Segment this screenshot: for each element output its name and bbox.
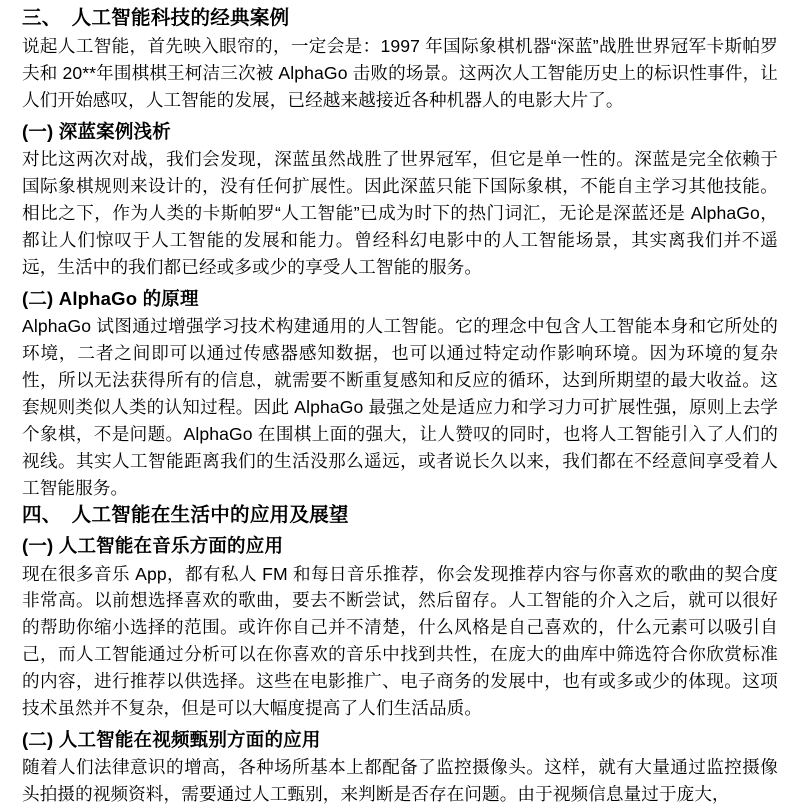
heading-section-four: 四、 人工智能在生活中的应用及展望 [22, 503, 349, 526]
heading-deep-blue-case: (一) 深蓝案例浅析 [22, 121, 171, 143]
paragraph-deep-blue: 对比这两次对战，我们会发现，深蓝虽然战胜了世界冠军，但它是单一性的。深蓝是完全依赖于国际象棋规则来设计的，没有任何扩展性。因此深蓝只能下国际象棋，不能自主学习其他技能。相比之下，作为人类的卡斯帕罗“人工智能”已成为时下的热门词汇，无论是深蓝还是 AlphaGo，都让人们惊叹于人工智能的发展和能力。曾经科幻电影中的人工智能场景，其实离我们并不遥远，生活中的我们都已经或多或少的享受人工智能的服务。 [22, 149, 778, 278]
heading-video-application: (二) 人工智能在视频甄别方面的应用 [22, 728, 321, 750]
paragraph-music: 现在很多音乐 App，都有私人 FM 和每日音乐推荐，你会发现推荐内容与你喜欢的歌曲的契合度非常高。以前想选择喜欢的歌曲，要去不断尝试，然后留存。人工智能的介入之后，就可以很好的帮助你缩小选择的范围。或许你自己并不清楚，什么风格是自己喜欢的，什么元素可以吸引自己，而人工智能通过分析可以在你喜欢的音乐中找到共性，在庞大的曲库中筛选符合你欣赏标准的内容，进行推荐以供选择。这些在电影推广、电子商务的发展中，也有或多或少的体现。这项技术虽然并不复杂，但是可以大幅度提高了人们生活品质。 [22, 563, 778, 719]
heading-music-application: (一) 人工智能在音乐方面的应用 [22, 535, 284, 557]
paragraph-video: 随着人们法律意识的增高，各种场所基本上都配备了监控摄像头。这样，就有大量通过监控摄像头拍摄的视频资料，需要通过人工甄别，来判断是否存在问题。由于视频信息量过于庞大， [22, 757, 778, 805]
heading-alphago-principle: (二) AlphaGo 的原理 [22, 288, 199, 309]
paragraph-alphago: AlphaGo 试图通过增强学习技术构建通用的人工智能。它的理念中包含人工智能本身和它所处的环境，二者之间即可以通过传感器感知数据，也可以通过特定动作影响环境。因为环境的复杂性，所以无法获得所有的信息，就需要不断重复感知和反应的循环，达到所期望的最大收益。这套规则类似人类的认知过程。因此 AlphaGo 最强之处是适应力和学习力可扩展性强，原则上去学个象棋，不是问题。AlphaGo 在围棋上面的强大，让人赞叹的同时，也将人工智能引入了人们的视线。其实人工智能距离我们的生活没那么遥远，或者说长久以来，我们都在不经意间享受着人工智能服务。 [22, 316, 778, 498]
heading-section-three: 三、 人工智能科技的经典案例 [22, 7, 290, 29]
paragraph-intro: 说起人工智能，首先映入眼帘的，一定会是：1997 年国际象棋机器“深蓝”战胜世界冠军卡斯帕罗夫和 20**年围棋棋王柯洁三次被 AlphaGo 击败的场景。这两次人工智能历史上的标识性事件，让人们开始感叹，人工智能的发展，已经越来越接近各种机器人的电影大片了。 [22, 36, 778, 111]
